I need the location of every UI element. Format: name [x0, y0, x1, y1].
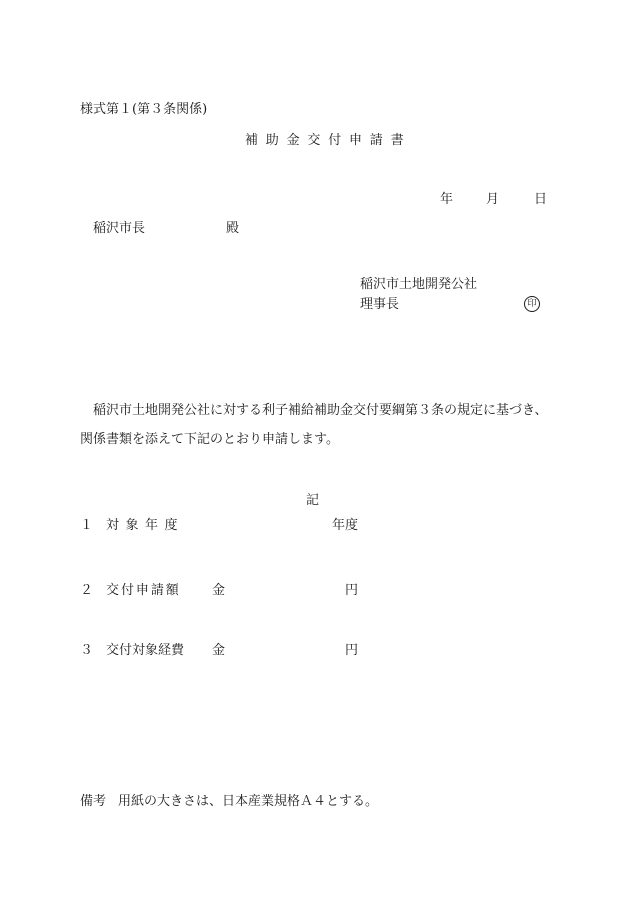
body-text-line-2: 関係書類を添えて下記のとおり申請します。	[80, 432, 339, 447]
item-number: ２	[80, 583, 94, 598]
item-label-target-year: 対象年度	[106, 518, 185, 533]
body-text-line-1: 稲沢市土地開発公社に対する利子補給補助金交付要綱第３条の規定に基づき、	[93, 403, 548, 418]
item-unit-yen: 円	[345, 643, 359, 658]
item-unit-year: 年度	[332, 518, 359, 533]
addressee-honorific: 殿	[226, 221, 240, 236]
applicant-title: 理事長	[360, 297, 400, 312]
document-title: 補助金交付申請書	[245, 133, 412, 148]
date-month-label: 月	[486, 192, 500, 207]
item-amount-prefix: 金	[212, 583, 226, 598]
date-day-label: 日	[534, 192, 548, 207]
item-label-application-amount: 交付申請額	[106, 583, 181, 598]
item-number: ３	[80, 643, 94, 658]
date-year-label: 年	[440, 192, 454, 207]
item-number: １	[80, 518, 94, 533]
seal-mark: 印	[524, 296, 540, 312]
form-number: 様式第１(第３条関係)	[80, 102, 208, 117]
addressee-name: 稲沢市長	[93, 221, 146, 236]
item-label-eligible-expenses: 交付対象経費	[106, 643, 185, 658]
remarks-text: 用紙の大きさは、日本産業規格Ａ４とする。	[118, 794, 379, 809]
item-amount-prefix: 金	[212, 643, 226, 658]
remarks-label: 備考	[80, 794, 107, 809]
item-unit-yen: 円	[345, 583, 359, 598]
ki-heading: 記	[306, 493, 320, 508]
applicant-organization: 稲沢市土地開発公社	[360, 277, 478, 292]
